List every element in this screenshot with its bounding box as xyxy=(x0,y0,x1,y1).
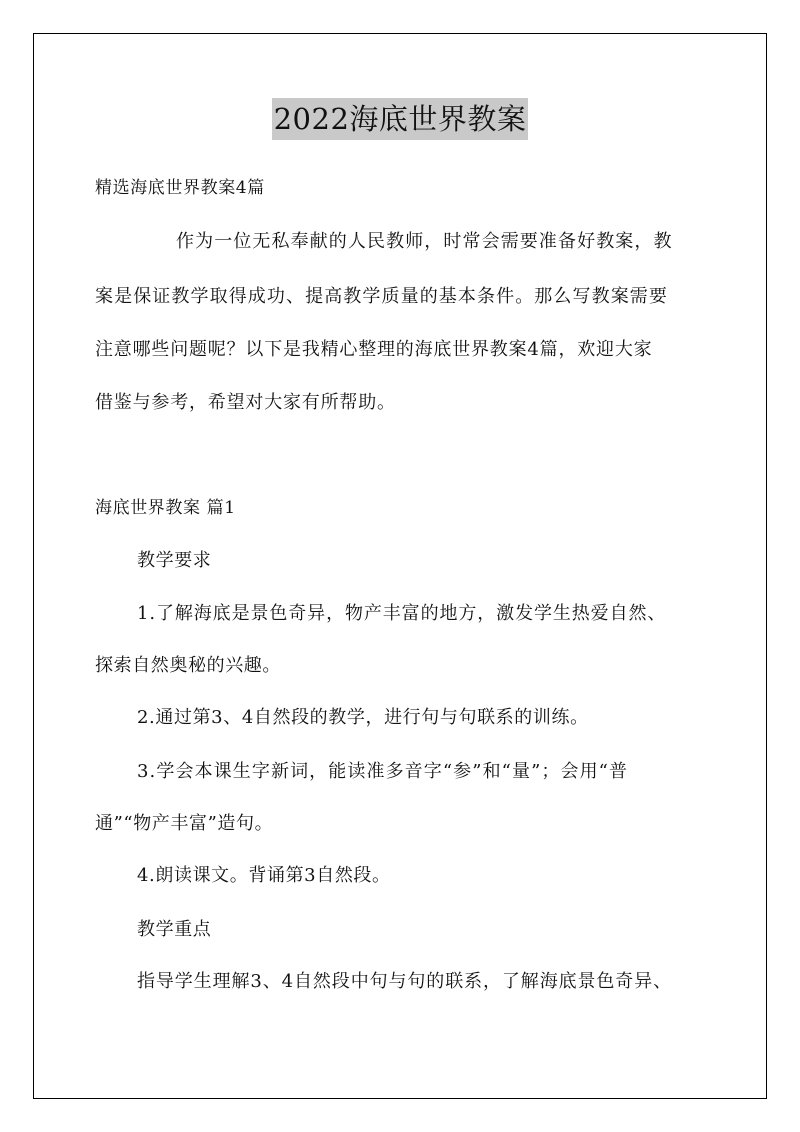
intro-line-1: 作为一位无私奉献的人民教师，时常会需要准备好教案，教 xyxy=(176,231,673,252)
intro-line-3: 注意哪些问题呢？以下是我精心整理的海底世界教案4篇，欢迎大家 xyxy=(95,339,653,360)
intro-line-2: 案是保证教学取得成功、提高教学质量的基本条件。那么写教案需要 xyxy=(95,286,668,307)
requirement-4: 4.朗读课文。背诵第3自然段。 xyxy=(137,865,391,886)
key-points-line-1: 指导学生理解3、4自然段中句与句的联系，了解海底景色奇异、 xyxy=(137,971,673,992)
requirement-2: 2.通过第3、4自然段的教学，进行句与句联系的训练。 xyxy=(137,707,589,728)
requirement-1-line-2: 探索自然奥秘的兴趣。 xyxy=(95,655,281,676)
document-title: 2022海底世界教案 xyxy=(272,98,529,140)
requirements-heading: 教学要求 xyxy=(137,550,212,571)
key-points-heading: 教学重点 xyxy=(137,919,212,940)
requirement-3-line-2: 通”“物产丰富”造句。 xyxy=(95,813,274,834)
section-heading: 海底世界教案 篇1 xyxy=(95,498,236,518)
title-container xyxy=(0,98,800,140)
requirement-1-line-1: 1.了解海底是景色奇异，物产丰富的地方，激发学生热爱自然、 xyxy=(137,603,667,624)
intro-line-4: 借鉴与参考，希望对大家有所帮助。 xyxy=(95,392,396,413)
requirement-3-line-1: 3.学会本课生字新词，能读准多音字“参”和“量”；会用“普 xyxy=(137,761,629,782)
document-subtitle: 精选海底世界教案4篇 xyxy=(95,178,265,198)
